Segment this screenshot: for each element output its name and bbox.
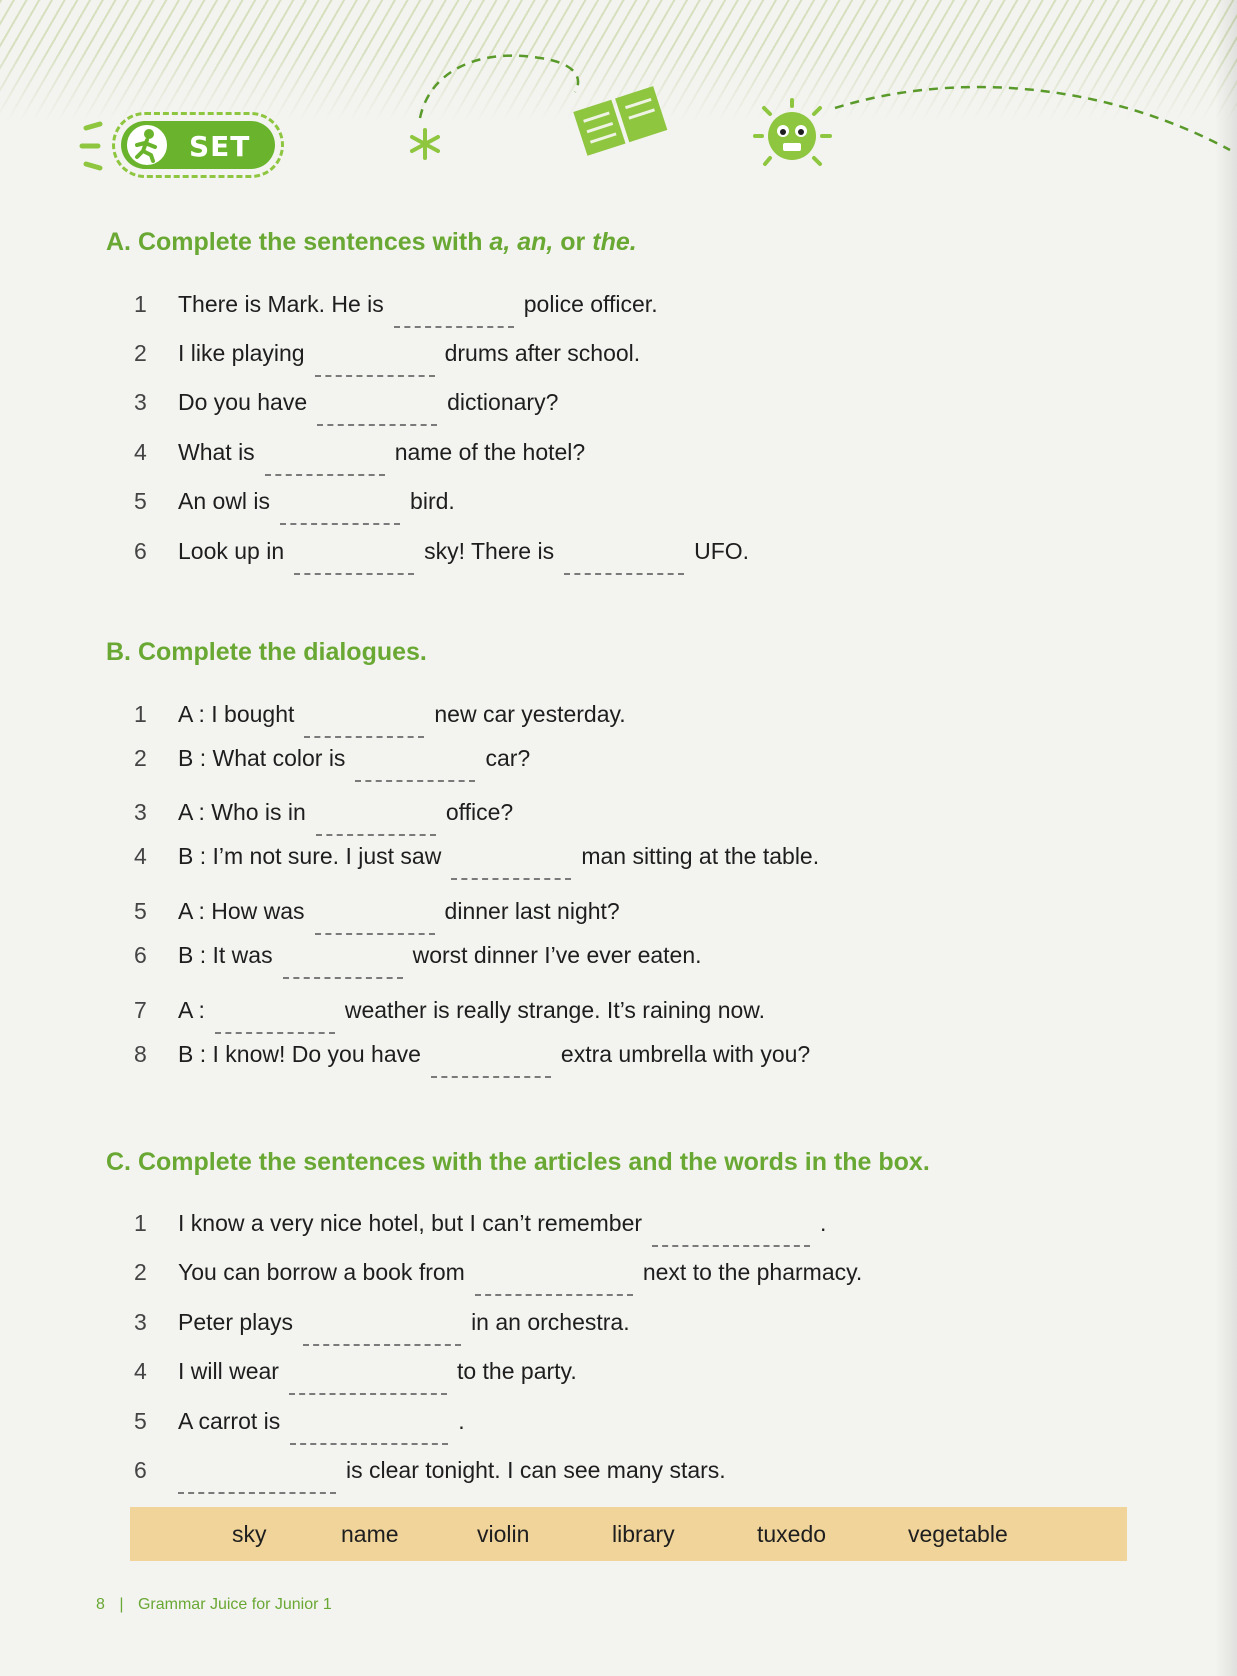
exercise-c-item: 1 I know a very nice hotel, but I can’t remember . xyxy=(134,1207,826,1241)
answer-blank[interactable] xyxy=(304,714,424,738)
word-box-item: violin xyxy=(477,1521,530,1547)
answer-blank[interactable] xyxy=(317,402,437,426)
exercise-a-item: 6 Look up in sky! There is UFO. xyxy=(134,535,749,569)
word-box xyxy=(130,1507,1127,1561)
exercise-b-item: 3 A : Who is in office? xyxy=(134,796,513,830)
answer-blank[interactable] xyxy=(652,1223,810,1247)
exercise-b-item: 8 B : I know! Do you have extra umbrella with you? xyxy=(134,1038,810,1072)
exercise-b-item: 6 B : It was worst dinner I’ve ever eaten. xyxy=(134,939,702,973)
exercise-b-item: 1 A : I bought new car yesterday. xyxy=(134,698,626,732)
exercise-b-item: 4 B : I’m not sure. I just saw man sitting at the table. xyxy=(134,840,819,874)
exercise-c-item: 3 Peter plays in an orchestra. xyxy=(134,1306,630,1340)
answer-blank[interactable] xyxy=(316,812,436,836)
answer-blank[interactable] xyxy=(431,1054,551,1078)
answer-blank[interactable] xyxy=(265,452,385,476)
asterisk-icon xyxy=(412,130,438,158)
footer-separator: | xyxy=(119,1596,124,1613)
answer-blank[interactable] xyxy=(475,1272,633,1296)
page-fold-shadow xyxy=(1215,0,1237,1676)
exercise-a-item: 5 An owl is bird. xyxy=(134,485,455,519)
word-box-item: sky xyxy=(232,1521,267,1547)
word-box-item: library xyxy=(612,1521,675,1547)
set-badge xyxy=(112,112,284,178)
running-man-icon xyxy=(123,121,171,169)
badge-label: SET xyxy=(189,130,251,163)
answer-blank[interactable] xyxy=(283,955,403,979)
answer-blank[interactable] xyxy=(355,758,475,782)
germ-face-icon xyxy=(755,100,830,164)
answer-blank[interactable] xyxy=(315,353,435,377)
answer-blank[interactable] xyxy=(564,551,684,575)
answer-blank[interactable] xyxy=(451,856,571,880)
book-icon xyxy=(573,86,667,156)
badge-speed-lines xyxy=(82,124,100,168)
exercise-c-item: 6 is clear tonight. I can see many stars. xyxy=(134,1454,726,1488)
page-number: 8 xyxy=(96,1596,105,1613)
answer-blank[interactable] xyxy=(290,1421,448,1445)
answer-blank[interactable] xyxy=(280,501,400,525)
answer-blank[interactable] xyxy=(215,1010,335,1034)
answer-blank[interactable] xyxy=(178,1470,336,1494)
answer-blank[interactable] xyxy=(289,1371,447,1395)
word-box-item: name xyxy=(341,1521,399,1547)
word-box-item: tuxedo xyxy=(757,1521,827,1547)
section-a-title: A. Complete the sentences with a, an, or the. xyxy=(106,228,637,256)
answer-blank[interactable] xyxy=(294,551,414,575)
section-b-title: B. Complete the dialogues. xyxy=(106,638,427,666)
word-box-item: vegetable xyxy=(908,1521,1008,1547)
exercise-c-item: 5 A carrot is . xyxy=(134,1405,465,1439)
exercise-c-item: 2 You can borrow a book from next to the pharmacy. xyxy=(134,1256,862,1290)
exercise-a-item: 3 Do you have dictionary? xyxy=(134,386,558,420)
answer-blank[interactable] xyxy=(394,304,514,328)
exercise-a-item: 2 I like playing drums after school. xyxy=(134,337,640,371)
page-footer xyxy=(96,1596,332,1614)
answer-blank[interactable] xyxy=(303,1322,461,1346)
answer-blank[interactable] xyxy=(315,911,435,935)
book-title: Grammar Juice for Junior 1 xyxy=(137,1596,332,1613)
exercise-b-item: 7 A : weather is really strange. It’s raining now. xyxy=(134,994,765,1028)
section-c-title: C. Complete the sentences with the articles and the words in the box. xyxy=(106,1148,930,1176)
exercise-c-item: 4 I will wear to the party. xyxy=(134,1355,577,1389)
exercise-a-item: 4 What is name of the hotel? xyxy=(134,436,585,470)
exercise-b-item: 5 A : How was dinner last night? xyxy=(134,895,620,929)
exercise-a-item: 1 There is Mark. He is police officer. xyxy=(134,288,658,322)
exercise-b-item: 2 B : What color is car? xyxy=(134,742,530,776)
